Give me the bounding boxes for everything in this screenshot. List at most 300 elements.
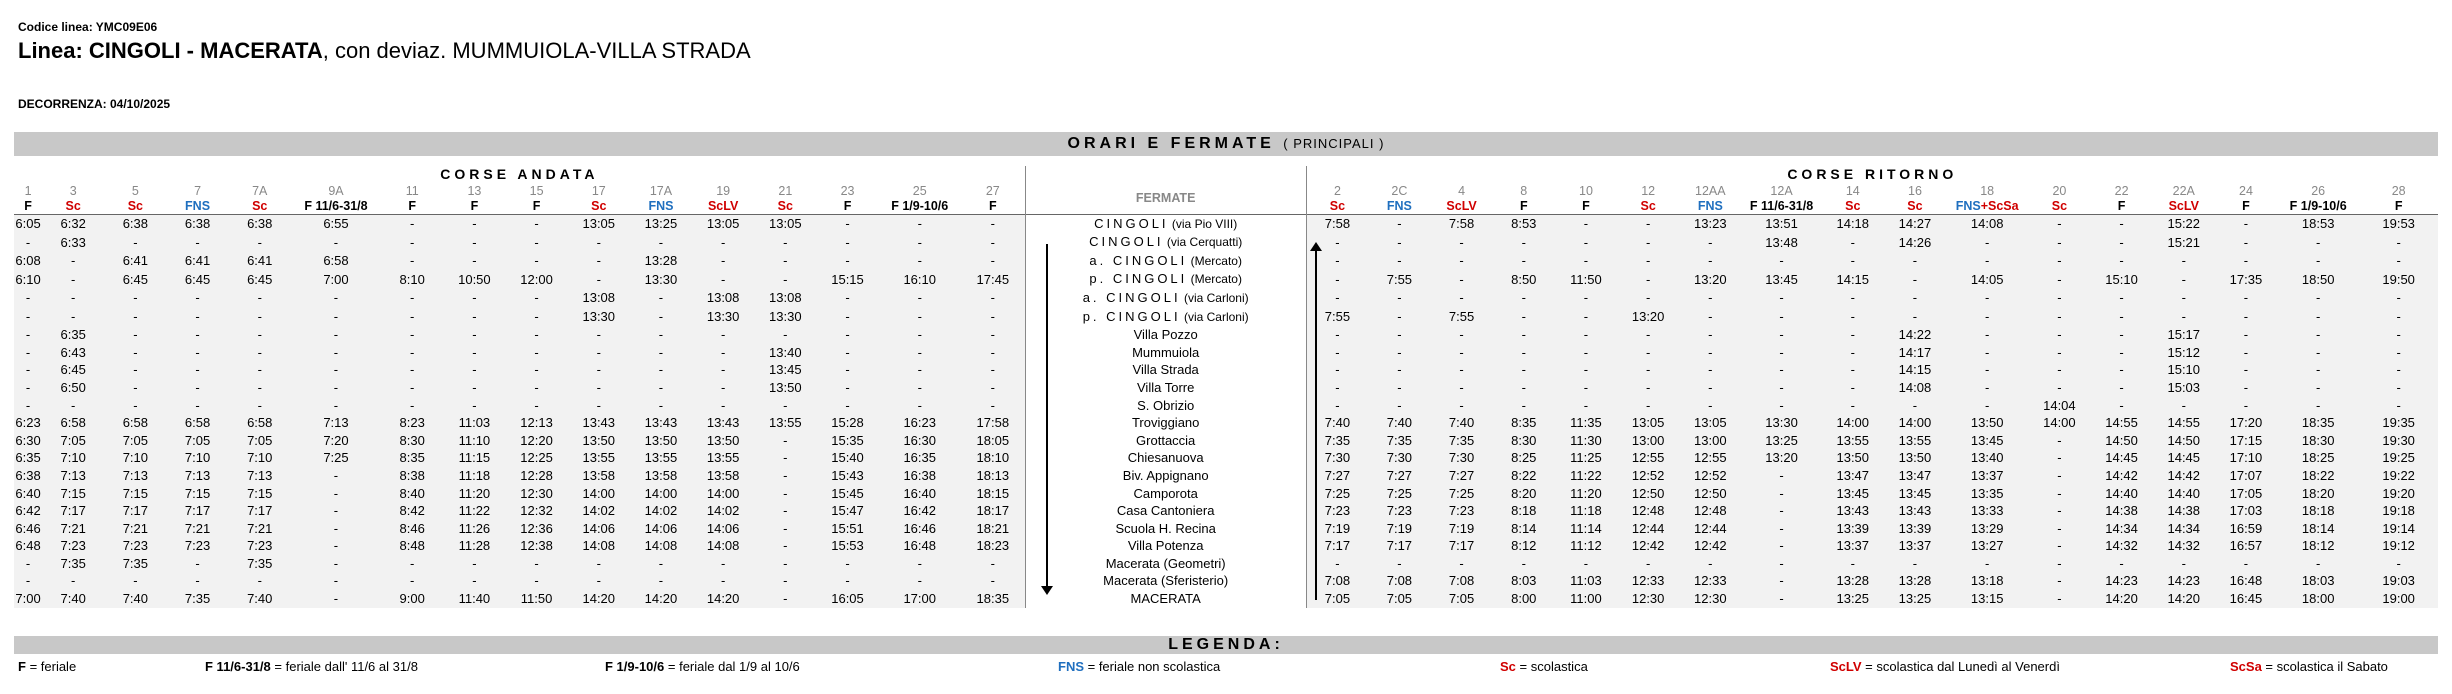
andata-time: 6:48 <box>15 538 41 554</box>
andata-time: - <box>754 397 816 415</box>
ritorno-time: 14:50 <box>2090 432 2152 450</box>
ritorno-time: - <box>2028 520 2090 538</box>
andata-time: 17:58 <box>961 414 1025 432</box>
ritorno-time: 13:05 <box>1679 414 1741 432</box>
ritorno-time: 17:10 <box>2215 449 2277 467</box>
ritorno-time: 7:17 <box>1368 537 1430 555</box>
andata-time: 8:23 <box>381 414 443 432</box>
ritorno-time: 11:00 <box>1555 590 1617 608</box>
ritorno-time: - <box>1617 344 1679 362</box>
legend-code: Sc <box>1500 659 1516 674</box>
andata-time: 13:05 <box>568 214 630 233</box>
ritorno-time: 12:55 <box>1617 449 1679 467</box>
ritorno-time: 13:00 <box>1617 432 1679 450</box>
ritorno-time: - <box>2215 214 2277 233</box>
andata-time: - <box>14 344 42 362</box>
ritorno-time: - <box>2215 233 2277 252</box>
ritorno-time: 15:22 <box>2153 214 2215 233</box>
ritorno-time: - <box>1822 308 1884 327</box>
andata-time: - <box>692 361 754 379</box>
ritorno-time: - <box>1741 485 1821 503</box>
andata-time: - <box>381 289 443 308</box>
andata-run-number: 23 <box>840 183 855 198</box>
ritorno-time: 7:40 <box>1430 414 1492 432</box>
andata-time: 18:35 <box>961 590 1025 608</box>
stop-label: Villa Torre <box>1137 379 1195 395</box>
andata-time: - <box>816 572 878 590</box>
ritorno-time: - <box>1493 555 1555 573</box>
andata-time: 7:23 <box>166 537 228 555</box>
andata-run-number: 9A <box>328 183 344 198</box>
ritorno-time: 18:18 <box>2277 502 2359 520</box>
ritorno-time: 14:18 <box>1822 214 1884 233</box>
andata-time: - <box>443 572 505 590</box>
stop-name <box>1025 485 1306 503</box>
ritorno-time: 15:12 <box>2153 344 2215 362</box>
ritorno-time: 13:43 <box>1822 502 1884 520</box>
andata-time: 7:05 <box>229 432 291 450</box>
andata-time: 12:25 <box>505 449 567 467</box>
ritorno-time: 14:27 <box>1884 214 1946 233</box>
ritorno-time: - <box>2359 379 2438 397</box>
andata-time: - <box>754 572 816 590</box>
ritorno-run-number: 28 <box>2391 183 2406 198</box>
legend-code: F <box>18 659 26 674</box>
ritorno-time: - <box>2359 344 2438 362</box>
andata-time: 14:00 <box>630 485 692 503</box>
andata-time: 9:00 <box>381 590 443 608</box>
stop-name <box>1025 289 1306 308</box>
ritorno-run-type: F 1/9-10/6 <box>2289 198 2347 213</box>
ritorno-time: 16:57 <box>2215 537 2277 555</box>
ritorno-time: - <box>1884 308 1946 327</box>
ritorno-run-number: 12AA <box>1695 183 1726 198</box>
andata-time: - <box>754 270 816 289</box>
andata-time: 11:18 <box>443 467 505 485</box>
ritorno-time: - <box>2028 214 2090 233</box>
ritorno-time: 14:45 <box>2153 449 2215 467</box>
andata-time: - <box>879 344 961 362</box>
ritorno-time: - <box>2090 361 2152 379</box>
andata-time: 16:10 <box>879 270 961 289</box>
andata-time: 13:30 <box>692 308 754 327</box>
andata-time: - <box>816 252 878 271</box>
andata-time: - <box>381 326 443 344</box>
andata-time: - <box>381 572 443 590</box>
andata-time: - <box>630 379 692 397</box>
ritorno-run-number: 22A <box>2172 183 2195 198</box>
ritorno-time: 14:15 <box>1822 270 1884 289</box>
ritorno-time: - <box>1430 252 1492 271</box>
ritorno-time: 7:58 <box>1306 214 1368 233</box>
ritorno-time: - <box>2277 233 2359 252</box>
ritorno-time: 12:42 <box>1679 537 1741 555</box>
legend-item <box>205 659 418 674</box>
andata-time: - <box>14 572 42 590</box>
andata-time: 14:08 <box>692 537 754 555</box>
andata-run-type: F <box>24 198 32 213</box>
ritorno-time: - <box>1617 214 1679 233</box>
ritorno-time: 7:05 <box>1368 590 1430 608</box>
ritorno-time: 7:08 <box>1430 572 1492 590</box>
ritorno-time: 14:22 <box>1884 326 1946 344</box>
andata-time: - <box>568 379 630 397</box>
andata-time: - <box>14 289 42 308</box>
andata-time: 7:21 <box>104 520 166 538</box>
andata-time: 14:02 <box>692 502 754 520</box>
andata-time: 16:30 <box>879 432 961 450</box>
ritorno-time: 18:50 <box>2277 270 2359 289</box>
andata-time: 7:15 <box>42 485 104 503</box>
andata-time: - <box>104 326 166 344</box>
andata-time: - <box>42 270 104 289</box>
ritorno-time: 11:25 <box>1555 449 1617 467</box>
stop-label: p. CINGOLI <box>1089 271 1188 287</box>
ritorno-time: 12:55 <box>1679 449 1741 467</box>
andata-time: 6:43 <box>42 344 104 362</box>
andata-run-type: F 1/9-10/6 <box>891 198 949 213</box>
andata-time: 11:40 <box>443 590 505 608</box>
andata-time: - <box>630 555 692 573</box>
ritorno-time: - <box>2277 344 2359 362</box>
andata-time: - <box>229 397 291 415</box>
andata-time: - <box>291 537 381 555</box>
andata-time: 8:10 <box>381 270 443 289</box>
ritorno-time: 13:47 <box>1822 467 1884 485</box>
andata-time: 7:21 <box>229 520 291 538</box>
legend-code: FNS <box>1058 659 1084 674</box>
ritorno-time: - <box>1306 289 1368 308</box>
ritorno-time: 14:34 <box>2090 520 2152 538</box>
andata-time: 13:05 <box>692 214 754 233</box>
andata-time: 7:13 <box>42 467 104 485</box>
andata-time: - <box>443 289 505 308</box>
ritorno-time: - <box>1884 289 1946 308</box>
ritorno-run-number: 26 <box>2311 183 2326 198</box>
band-subtitle: ( PRINCIPALI ) <box>1283 136 1385 151</box>
ritorno-time: - <box>2359 397 2438 415</box>
andata-time: 13:58 <box>630 467 692 485</box>
stop-qualifier: (Mercato) <box>1187 272 1242 287</box>
andata-time: 7:17 <box>104 502 166 520</box>
andata-time: 12:32 <box>505 502 567 520</box>
andata-direction-line <box>1046 244 1048 590</box>
andata-header: CORSE ANDATA <box>440 166 599 182</box>
timetable-row <box>14 270 2438 289</box>
ritorno-time: - <box>1555 289 1617 308</box>
ritorno-direction-line <box>1315 250 1317 600</box>
andata-time: 15:51 <box>816 520 878 538</box>
ritorno-time: - <box>2215 308 2277 327</box>
ritorno-time: 14:15 <box>1884 361 1946 379</box>
andata-time: 7:23 <box>229 537 291 555</box>
ritorno-time: - <box>2090 308 2152 327</box>
andata-time: 13:30 <box>754 308 816 327</box>
ritorno-time: 19:25 <box>2359 449 2438 467</box>
andata-time: 6:40 <box>15 485 41 501</box>
andata-time: 7:21 <box>42 520 104 538</box>
andata-time: - <box>505 397 567 415</box>
ritorno-time: - <box>1306 326 1368 344</box>
ritorno-time: 13:39 <box>1884 520 1946 538</box>
ritorno-time: - <box>2359 555 2438 573</box>
andata-time: - <box>816 233 878 252</box>
andata-time: 6:30 <box>15 432 41 448</box>
andata-run-number: 11 <box>405 183 419 198</box>
andata-time: - <box>754 537 816 555</box>
timetable-row <box>14 467 2438 485</box>
andata-time: - <box>443 214 505 233</box>
andata-time: - <box>291 572 381 590</box>
ritorno-time: 13:45 <box>1946 432 2028 450</box>
andata-time: 14:00 <box>568 485 630 503</box>
andata-time: 6:58 <box>166 414 228 432</box>
timetable-row <box>14 572 2438 590</box>
ritorno-time: - <box>1884 397 1946 415</box>
andata-time: - <box>104 379 166 397</box>
ritorno-time: - <box>1306 361 1368 379</box>
andata-run-number: 19 <box>716 183 731 198</box>
ritorno-time: - <box>2090 233 2152 252</box>
ritorno-time: - <box>1946 308 2028 327</box>
ritorno-run-type: ScLV <box>2168 198 2199 213</box>
ritorno-time: 14:38 <box>2153 502 2215 520</box>
andata-run-type: FNS <box>185 198 211 213</box>
ritorno-time: - <box>1493 379 1555 397</box>
andata-time: - <box>630 397 692 415</box>
ritorno-time: - <box>2090 252 2152 271</box>
andata-time: - <box>381 252 443 271</box>
andata-time: - <box>961 326 1025 344</box>
andata-time: - <box>961 379 1025 397</box>
legend-text: = feriale <box>25 659 77 674</box>
andata-time: 11:28 <box>443 537 505 555</box>
stop-label: Biv. Appignano <box>1122 467 1209 483</box>
andata-time: - <box>505 308 567 327</box>
andata-time: 7:35 <box>166 590 228 608</box>
ritorno-time: - <box>1741 537 1821 555</box>
andata-time: - <box>381 344 443 362</box>
ritorno-time: 14:23 <box>2153 572 2215 590</box>
andata-time: - <box>166 308 228 327</box>
legend-text: = feriale non scolastica <box>1084 659 1221 674</box>
andata-time: 8:35 <box>381 449 443 467</box>
ritorno-run-number: 16 <box>1908 183 1922 198</box>
ritorno-time: 17:20 <box>2215 414 2277 432</box>
ritorno-time: - <box>2028 467 2090 485</box>
andata-time: - <box>879 361 961 379</box>
ritorno-time: 19:50 <box>2359 270 2438 289</box>
legend-item <box>18 659 76 674</box>
ritorno-time: - <box>1555 379 1617 397</box>
ritorno-time: - <box>2028 252 2090 271</box>
line-title <box>18 38 751 64</box>
legend-code: ScLV <box>1830 659 1862 674</box>
ritorno-time: - <box>2277 289 2359 308</box>
andata-time: - <box>166 289 228 308</box>
stop-label: Macerata (Sferisterio) <box>1103 573 1229 589</box>
ritorno-time: - <box>1368 233 1430 252</box>
ritorno-time: - <box>1946 233 2028 252</box>
stop-label: Mummuiola <box>1132 344 1200 360</box>
andata-time: - <box>291 233 381 252</box>
ritorno-time: 7:25 <box>1368 485 1430 503</box>
ritorno-time: 12:30 <box>1679 590 1741 608</box>
stop-name <box>1025 326 1306 344</box>
ritorno-time: 14:00 <box>2028 414 2090 432</box>
ritorno-time: - <box>1617 555 1679 573</box>
andata-time: - <box>630 361 692 379</box>
andata-time: 15:45 <box>816 485 878 503</box>
stop-label: a. CINGOLI <box>1089 252 1188 268</box>
ritorno-time: - <box>1430 344 1492 362</box>
ritorno-time: 13:25 <box>1741 432 1821 450</box>
andata-time: - <box>291 361 381 379</box>
ritorno-time: - <box>2090 289 2152 308</box>
ritorno-time: 7:27 <box>1430 467 1492 485</box>
ritorno-time: - <box>1741 252 1821 271</box>
timetable-row <box>14 344 2438 362</box>
andata-time: - <box>443 344 505 362</box>
andata-time: 11:03 <box>443 414 505 432</box>
ritorno-time: 18:25 <box>2277 449 2359 467</box>
ritorno-run-number: 20 <box>2052 183 2067 198</box>
andata-time: - <box>443 326 505 344</box>
andata-time: - <box>879 252 961 271</box>
andata-run-number: 17A <box>649 183 673 198</box>
ritorno-time: 19:12 <box>2359 537 2438 555</box>
stop-label: CINGOLI <box>1094 215 1169 231</box>
ritorno-time: - <box>2028 537 2090 555</box>
ritorno-time: - <box>1884 555 1946 573</box>
andata-time: 6:46 <box>15 520 41 536</box>
stop-name <box>1025 252 1306 271</box>
timetable-row <box>14 590 2438 608</box>
andata-time: - <box>229 344 291 362</box>
ritorno-run-number: 22 <box>2114 183 2129 198</box>
ritorno-run-number: 12A <box>1770 183 1793 198</box>
andata-time: - <box>381 361 443 379</box>
ritorno-time: 12:30 <box>1617 590 1679 608</box>
andata-time: - <box>816 397 878 415</box>
ritorno-time: - <box>1555 344 1617 362</box>
ritorno-time: - <box>2359 308 2438 327</box>
stop-qualifier: (via Carloni) <box>1180 309 1249 324</box>
andata-time: 6:45 <box>104 270 166 289</box>
ritorno-time: - <box>1741 467 1821 485</box>
andata-time: - <box>568 233 630 252</box>
andata-time: - <box>961 361 1025 379</box>
timetable-row <box>14 289 2438 308</box>
legend-text: = scolastica <box>1515 659 1588 674</box>
andata-time: 6:41 <box>104 252 166 271</box>
ritorno-time: - <box>1822 397 1884 415</box>
ritorno-time: 11:20 <box>1555 485 1617 503</box>
ritorno-time: 18:12 <box>2277 537 2359 555</box>
stop-name <box>1025 590 1306 608</box>
andata-time: 7:13 <box>166 467 228 485</box>
ritorno-time: - <box>1822 555 1884 573</box>
ritorno-time: 11:12 <box>1555 537 1617 555</box>
ritorno-time: - <box>2215 344 2277 362</box>
ritorno-time: - <box>1555 308 1617 327</box>
timetable-row <box>14 485 2438 503</box>
stop-name <box>1025 520 1306 538</box>
andata-time: - <box>692 252 754 271</box>
andata-time: 7:10 <box>104 449 166 467</box>
stop-name <box>1025 379 1306 397</box>
timetable-row <box>14 308 2438 327</box>
andata-time: 7:17 <box>166 502 228 520</box>
ritorno-time: 12:42 <box>1617 537 1679 555</box>
andata-time: 7:05 <box>104 432 166 450</box>
andata-time: - <box>104 233 166 252</box>
andata-time: - <box>879 397 961 415</box>
ritorno-time: 14:42 <box>2153 467 2215 485</box>
andata-run-type: F <box>470 198 479 213</box>
andata-time: - <box>381 397 443 415</box>
ritorno-time: 13:51 <box>1741 214 1821 233</box>
timetable-row <box>14 537 2438 555</box>
andata-time: 7:23 <box>42 537 104 555</box>
andata-run-number: 17 <box>591 183 606 198</box>
ritorno-time: - <box>2215 555 2277 573</box>
andata-time: 6:45 <box>229 270 291 289</box>
ritorno-run-number: 2C <box>1391 183 1408 198</box>
andata-time: 16:38 <box>879 467 961 485</box>
andata-time: - <box>692 572 754 590</box>
andata-time: - <box>166 379 228 397</box>
andata-time: 13:43 <box>630 414 692 432</box>
andata-time: 6:58 <box>104 414 166 432</box>
ritorno-time: - <box>1493 308 1555 327</box>
ritorno-time: - <box>1946 361 2028 379</box>
ritorno-time: 11:14 <box>1555 520 1617 538</box>
ritorno-time: 13:25 <box>1884 590 1946 608</box>
andata-time: 15:53 <box>816 537 878 555</box>
ritorno-time: 14:05 <box>1946 270 2028 289</box>
ritorno-time: 19:22 <box>2359 467 2438 485</box>
ritorno-run-number: 4 <box>1458 183 1466 198</box>
ritorno-time: 8:14 <box>1493 520 1555 538</box>
ritorno-run-type: Sc <box>1907 198 1923 213</box>
ritorno-time: - <box>1741 361 1821 379</box>
ritorno-time: - <box>1368 555 1430 573</box>
legend-code: F 11/6-31/8 <box>205 659 271 674</box>
andata-time: 14:20 <box>568 590 630 608</box>
andata-time: - <box>630 308 692 327</box>
ritorno-time: 18:20 <box>2277 485 2359 503</box>
ritorno-time: 12:52 <box>1679 467 1741 485</box>
andata-time: 18:15 <box>961 485 1025 503</box>
andata-time: - <box>879 572 961 590</box>
andata-time: 14:06 <box>568 520 630 538</box>
ritorno-time: - <box>1555 361 1617 379</box>
andata-time: - <box>14 308 42 327</box>
ritorno-time: 8:35 <box>1493 414 1555 432</box>
stop-name <box>1025 270 1306 289</box>
ritorno-time: - <box>1946 344 2028 362</box>
andata-run-type: FNS <box>648 198 674 213</box>
andata-time: - <box>754 467 816 485</box>
andata-time: - <box>14 379 42 397</box>
ritorno-time: 14:40 <box>2153 485 2215 503</box>
ritorno-time: - <box>2028 270 2090 289</box>
ritorno-time: 13:20 <box>1617 308 1679 327</box>
stop-name <box>1025 414 1306 432</box>
ritorno-time: 16:48 <box>2215 572 2277 590</box>
andata-time: 17:45 <box>961 270 1025 289</box>
